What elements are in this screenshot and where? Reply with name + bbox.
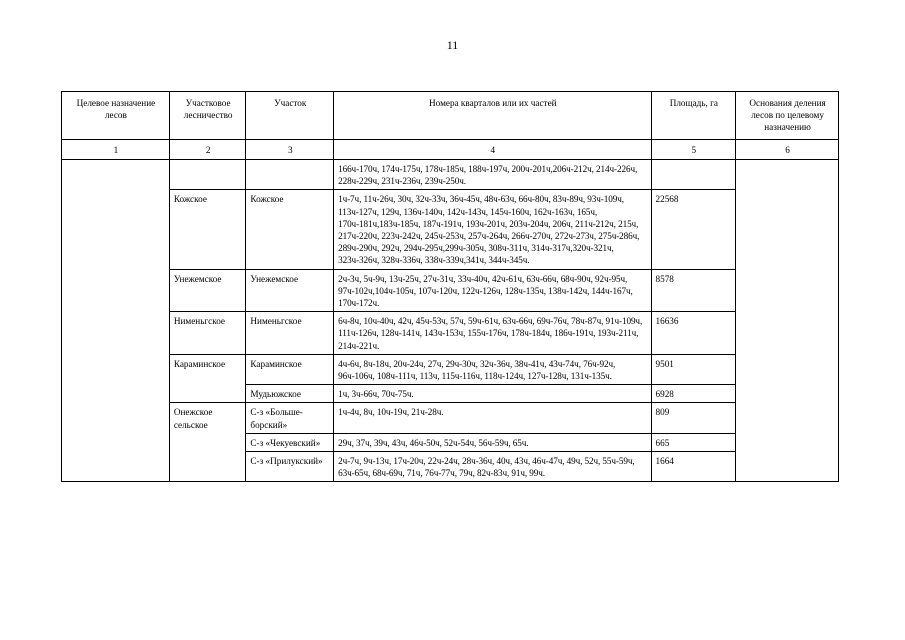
table-row (62, 269, 839, 312)
column-number: 3 (246, 140, 334, 160)
quarters-cell: 1ч, 3ч-66ч, 70ч-75ч. (334, 385, 651, 403)
table-row (62, 160, 839, 190)
area-cell: Нименьгское (246, 312, 334, 355)
area-cell: Унежемское (246, 269, 334, 312)
purpose-cell (62, 160, 170, 482)
column-number: 4 (334, 140, 651, 160)
table-header-row (62, 92, 839, 140)
quarters-cell: 2ч-7ч, 9ч-13ч, 17ч-20ч, 22ч-24ч, 28ч-36ч, 40ч, 43ч, 46ч-47ч, 49ч, 52ч, 55ч-59ч, 63ч-65ч, 68ч-69ч, 71ч, 76ч-77ч, 79ч, 82ч-83ч, 91ч, 99ч. (334, 452, 651, 482)
area-cell: С-з «Больше-борский» (246, 403, 334, 433)
column-number: 6 (736, 140, 839, 160)
quarters-cell: 29ч, 37ч, 39ч, 43ч, 46ч-50ч, 52ч-54ч, 56ч-59ч, 65ч. (334, 433, 651, 451)
quarters-cell: 166ч-170ч, 174ч-175ч, 178ч-185ч, 188ч-197ч, 200ч-201ч,206ч-212ч, 214ч-226ч, 228ч-229ч, 231ч-236ч, 239ч-250ч. (334, 160, 651, 190)
table-row (62, 312, 839, 355)
column-number: 5 (651, 140, 736, 160)
column-number: 2 (169, 140, 246, 160)
size-cell: 6928 (651, 385, 736, 403)
header-district-forestry: Участковое лесничество (169, 92, 246, 140)
area-cell: С-з «Чекуевский» (246, 433, 334, 451)
size-cell: 9501 (651, 354, 736, 384)
size-cell: 665 (651, 433, 736, 451)
table-row (62, 190, 839, 269)
header-area: Участок (246, 92, 334, 140)
table-row (62, 403, 839, 433)
header-quarters: Номера кварталов или их частей (334, 92, 651, 140)
size-cell (651, 160, 736, 190)
district-cell: Караминское (169, 354, 246, 403)
quarters-cell: 6ч-8ч, 10ч-40ч, 42ч, 45ч-53ч, 57ч, 59ч-61ч, 63ч-66ч, 69ч-76ч, 78ч-87ч, 91ч-109ч, 111ч-126ч, 128ч-141ч, 143ч-153ч, 155ч-176ч, 178ч-184ч, 186ч-191ч, 193ч-211ч, 214ч-221ч. (334, 312, 651, 355)
area-cell: Мудьюжское (246, 385, 334, 403)
district-cell: Унежемское (169, 269, 246, 312)
area-cell: Кожское (246, 190, 334, 269)
column-number-row (62, 140, 839, 160)
quarters-cell: 1ч-7ч, 11ч-26ч, 30ч, 32ч-33ч, 36ч-45ч, 48ч-63ч, 66ч-80ч, 83ч-89ч, 93ч-109ч, 113ч-127ч, 129ч, 136ч-140ч, 142ч-143ч, 145ч-160ч, 162ч-163ч, 165ч, 170ч-181ч,183ч-185ч, 187ч-191ч, 193ч-201ч, 203ч-204ч, 206ч, 211ч-212ч, 215ч, 217ч-220ч, 223ч-242ч, 245ч-253ч, 257ч-264ч, 266ч-270ч, 272ч-273ч, 275ч-286ч, 289ч-290ч, 292ч, 294ч-295ч,299ч-305ч, 308ч-311ч, 314ч-317ч,320ч-321ч, 323ч-326ч, 328ч-336ч, 338ч-339ч,341ч, 344ч-345ч. (334, 190, 651, 269)
table-row (62, 354, 839, 384)
area-cell: Караминское (246, 354, 334, 384)
quarters-cell: 2ч-3ч, 5ч-9ч, 13ч-25ч, 27ч-31ч, 33ч-40ч, 42ч-61ч, 63ч-66ч, 68ч-90ч, 92ч-95ч, 97ч-102ч,104ч-105ч, 107ч-120ч, 122ч-126ч, 128ч-135ч, 138ч-142ч, 144ч-167ч, 170ч-172ч. (334, 269, 651, 312)
size-cell: 1664 (651, 452, 736, 482)
quarters-cell: 4ч-6ч, 8ч-18ч, 20ч-24ч, 27ч, 29ч-30ч, 32ч-36ч, 38ч-41ч, 43ч-74ч, 76ч-92ч, 96ч-106ч, 108ч-111ч, 113ч, 115ч-116ч, 118ч-124ч, 127ч-128ч, 131ч-135ч. (334, 354, 651, 384)
forest-allocation-table (61, 91, 839, 482)
size-cell: 809 (651, 403, 736, 433)
size-cell: 22568 (651, 190, 736, 269)
area-cell (246, 160, 334, 190)
district-cell: Нименьгское (169, 312, 246, 355)
header-basis: Основания деления лесов по целевому назначению (736, 92, 839, 140)
district-cell: Кожское (169, 190, 246, 269)
page-number: 11 (446, 38, 459, 52)
quarters-cell: 1ч-4ч, 8ч, 10ч-19ч, 21ч-28ч. (334, 403, 651, 433)
header-size: Площадь, га (651, 92, 736, 140)
size-cell: 16636 (651, 312, 736, 355)
header-purpose: Целевое назначение лесов (62, 92, 170, 140)
basis-cell (736, 160, 839, 482)
size-cell: 8578 (651, 269, 736, 312)
area-cell: С-з «Прилукский» (246, 452, 334, 482)
district-cell (169, 160, 246, 190)
column-number: 1 (62, 140, 170, 160)
district-cell: Онежское сельское (169, 403, 246, 482)
